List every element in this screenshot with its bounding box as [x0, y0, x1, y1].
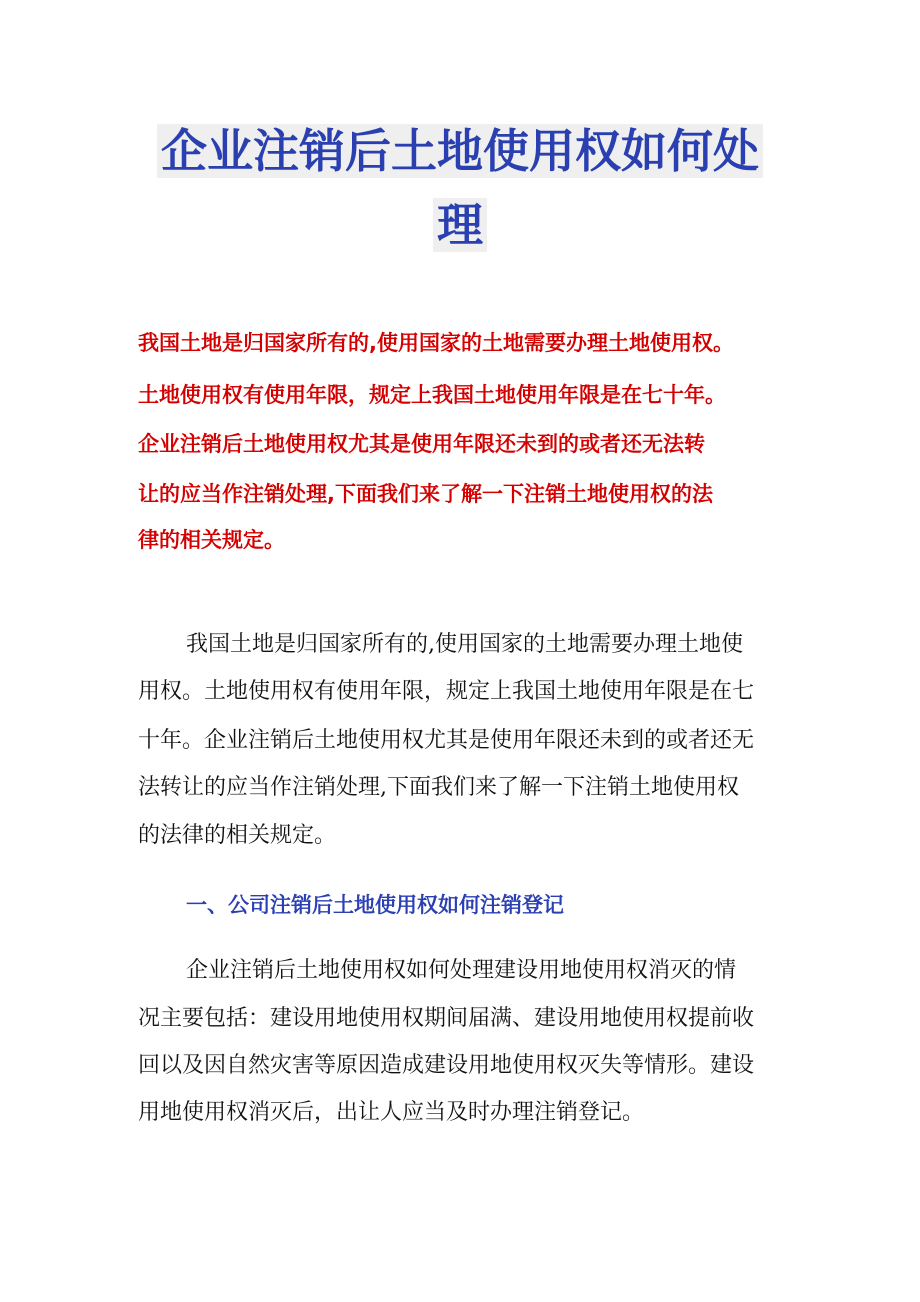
section-line-4: 用地使用权消灭后，出让人应当及时办理注销登记。	[138, 1100, 645, 1125]
document-title-line-2	[0, 194, 920, 256]
section-line-1: 企业注销后土地使用权如何处理建设用地使用权消灭的情	[186, 958, 737, 983]
intro-line-2: 用权。土地使用权有使用年限，规定上我国土地使用年限是在七	[138, 679, 755, 704]
intro-line-5: 的法律的相关规定。	[138, 823, 337, 848]
document-title-text-1: 企业注销后土地使用权如何处	[157, 124, 763, 178]
intro-line-1: 我国土地是归国家所有的,使用国家的土地需要办理土地使	[186, 632, 743, 657]
intro-line-4: 法转让的应当作注销处理,下面我们来了解一下注销土地使用权	[138, 775, 739, 800]
summary-line-2: 土地使用权有使用年限，规定上我国土地使用年限是在七十年。	[138, 383, 726, 407]
document-title-text-2: 理	[433, 198, 487, 252]
intro-line-3: 十年。企业注销后土地使用权尤其是使用年限还未到的或者还无	[138, 728, 755, 753]
summary-line-4: 让的应当作注销处理,下面我们来了解一下注销土地使用权的法	[138, 482, 713, 506]
summary-line-3: 企业注销后土地使用权尤其是使用年限还未到的或者还无法转	[138, 432, 705, 456]
summary-line-5: 律的相关规定。	[138, 528, 285, 552]
section-heading: 一、公司注销后土地使用权如何注销登记	[186, 893, 564, 917]
section-line-2: 况主要包括：建设用地使用权期间届满、建设用地使用权提前收	[138, 1006, 755, 1031]
document-title-line-1	[0, 120, 920, 182]
section-line-3: 回以及因自然灾害等原因造成建设用地使用权灭失等情形。建设	[138, 1053, 755, 1078]
summary-line-1: 我国土地是归国家所有的,使用国家的土地需要办理土地使用权。	[138, 331, 734, 355]
